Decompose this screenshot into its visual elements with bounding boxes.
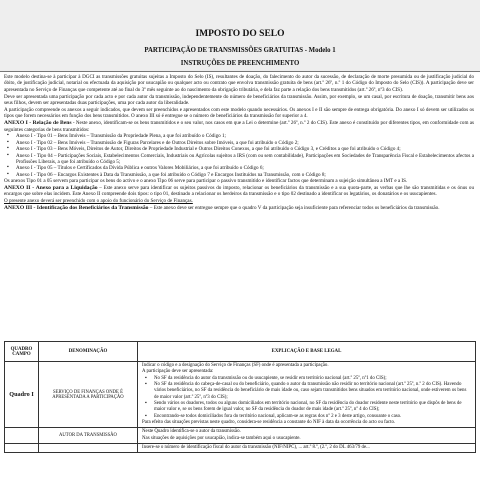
- anexo1-text: - Neste anexo, identificam-se os bens transmitidos e o seu valor, nos casos em que a Lei o determine (art.º 26º, n.º 2 do CIS). Este anexo é constituído por diferentes tipos, em conformidade com as seguintes categorias de bens transmitidos:: [4, 120, 475, 133]
- cell-text: Para efeito das situações previstas neste quadro, considera-se residência a constante do NIF à data da ocorrência do acto ou facto.: [142, 420, 396, 426]
- table-row: [5, 362, 476, 428]
- column-header: EXPLICAÇÃO E BASE LEGAL: [138, 342, 476, 362]
- anexo3-paragraph: [4, 205, 474, 211]
- quadro-cell: [5, 428, 39, 444]
- list-item: ▪ Anexo I - Tipo 05 – Títulos e Certificados da Dívida Pública e outros Valores Mobiliários, a que foi atribuído o Código 6;: [16, 165, 474, 171]
- table-header-row: [5, 342, 476, 362]
- denominacao-cell: AUTOR DA TRANSMISSÃO: [39, 428, 138, 444]
- anexo2-note: O presente anexo deverá ser preenchido com o apoio do funcionário do Serviço de Finanças.: [4, 198, 193, 205]
- anexo3-heading: ANEXO III - Identificação dos Beneficiários da Transmissão: [4, 205, 149, 212]
- quadro-cell: [5, 444, 39, 453]
- list-item: ▪ Anexo I - Tipo 04 – Participações Sociais, Estabelecimentos Comerciais, Industriais ou Agrícolas sujeitos a IRS (com ou sem contabilidade), Participações em Sociedades de Transparência Fiscal e Estabelecimentos afectos a Profissões Liberais, a que foi atribuído o Código 5;: [16, 153, 474, 166]
- list-item: ▪ Anexo I - Tipo 06 – Encargos Existentes à Data da Transmissão, a que foi atribuído o Código 7 e Encargos Instituídos na Transmissão, com o Código 8;: [16, 172, 474, 178]
- cell-text: A participação deve ser apresentada:: [142, 369, 214, 375]
- document-title: IMPOSTO DO SELO: [195, 29, 285, 39]
- document-header: [0, 0, 480, 72]
- list-item: ▪ No SF da residência do cabeça-de-casal ou do beneficiário, quando o autor da transmissão não residir no território nacional (art.º 25º, n.º 2 do CIS). Havendo vários beneficiários, no SF da residência do beneficiário de mais idade ou, caso sejam transmitidos bens situados em território nacional, onde estiverem os bens de maior valor (art.º 25º, nº3 do CIS);: [154, 382, 471, 401]
- quadro-cell: Quadro I: [5, 362, 39, 428]
- document-subtitle: PARTICIPAÇÃO DE TRANSMISSÕES GRATUITAS - Modelo 1: [144, 47, 336, 54]
- intro-paragraph: A participação compreende os anexos a seguir indicados, que devem ser preenchidos e apresentados com este modelo quando necessários. Os anexos I e II são sempre de entrega obrigatória. Do anexo I só devem ser utilizados os tipos que forem necessários em função dos bens transmitidos. O anexo III só é entregue se o número de beneficiários da transmissão for superior a 4.: [4, 106, 474, 120]
- denominacao-cell: [39, 444, 138, 453]
- list-item: ▪ No SF da residência do autor da transmissão ou do usucapiente, se residir em território nacional (art.º 25º, nº1 do CIS);: [154, 376, 471, 382]
- explicacao-cell: [138, 428, 476, 444]
- cell-text: Indicar o código e a designação do Serviço de Finanças (SF) onde é apresentada a participação.: [142, 363, 329, 368]
- list-item: ▪ Anexo I - Tipo 01 – Bens Imóveis – Transmissão da Propriedade Plena, a que foi atribuído o Código 1;: [16, 133, 474, 139]
- anexo2-heading: ANEXO II - Anexo para a Liquidação: [4, 184, 98, 191]
- instructions-body: [0, 72, 480, 211]
- intro-paragraph: Este modelo destina-se à participar à DGCI as transmissões gratuitas sujeitas a Imposto do Selo (IS), resultantes de doação, do falecimento do autor da sucessão, de declaração de morte presumida ou de justificação judicial do óbito, de justificação judicial, notarial ou efectuada da aquisição por usucapião ou qualquer acto ou contrato que envolva transmissão gratuita de bens (art.º 26º, n.º 1 do Código do Imposto do Selo (CIS)). A participação deve ser apresentada no Serviço de Finanças que competente até ao final do 3º mês seguinte ao do nascimento da obrigação tributária, e dela faz parte a relação dos bens transmitidos (art.º 26º, nº3 do CIS).: [4, 74, 474, 93]
- column-header: QUADRO CAMPO: [5, 342, 39, 362]
- anexo1-paragraph: [4, 120, 474, 133]
- anexo2-text: – Este anexo serve para identificar os sujeitos passivos do imposto, relacionar os beneficiários da transmissão e a sua quota-parte, as verbas que lhe são transmitidas e os ónus ou encargos que sobre elas incidem. Este Anexo II compreende dois tipos: o tipo 01, destinado a relacionar os herdeiros da transmissão e o tipo 02 destinado a identificar os legatários, os donatários e os usucapientes.: [4, 184, 474, 198]
- explicacao-cell: [138, 362, 476, 428]
- list-item: ▪ Anexo I - Tipo 02 – Bens Imóveis – Transmissão de Figuras Parcelares e de Outros Direitos sobre Imóveis, a que foi atribuído o Código 2;: [16, 140, 474, 146]
- table-row: [5, 444, 476, 453]
- cell-text: Insere-se o número de identificação fiscal do autor da transmissão (NIF/NIPC), ... art.º 8.º, (2.º, 2 do DL 463/79 de...: [142, 445, 370, 451]
- anexo1-list: [4, 133, 474, 177]
- anexo3-text: – Este anexo deve ser entregue sempre que o quadro V da participação seja insuficiente para referenciar todos os beneficiários da transmissão.: [148, 205, 440, 212]
- list-item: ▪ Sendo vários os doadores, todos ou alguns domiciliados em território nacional, no SF da residência do doador residente neste território que dispôs de bens de maior valor e, se os bens forem de igual valor, no SF da residência do doador de mais idade (art.º 25º, nº 4 do CIS);: [154, 401, 471, 414]
- intro-paragraph: Deve ser apresentada uma participação por cada acto e por cada autor da transmissão, independentemente do número de beneficiários da transmissão. Assim, por exemplo, se um casal, por escritura de doação, transmitir bens aos seus filhos, devem ser apresentadas duas participações, uma por cada autor da liberalidade.: [4, 93, 474, 106]
- anexo1-heading: ANEXO I - Relação de Bens: [4, 120, 72, 127]
- table-row: [5, 428, 476, 444]
- anexo2-paragraph: [4, 185, 474, 198]
- denominacao-cell: SERVIÇO DE FINANÇAS ONDE É APRESENTADA A PARTICIPAÇÃO: [39, 362, 138, 428]
- column-header: DENOMINAÇÃO: [39, 342, 138, 362]
- cell-list: [142, 376, 471, 420]
- list-item: ▪ Anexo I - Tipo 03 – Bens Móveis, Direitos de Autor, Direitos de Propriedade Industrial e Outros Direitos Conexos, a que foi atribuído o Código 3, e Créditos a que foi atribuído o Código 4;: [16, 146, 474, 152]
- cell-text: Nas situações de aquisições por usucapião, indica-se também aqui o usucapiente.: [142, 435, 301, 441]
- anexo1-after: Os anexos Tipo 01 a 05 servem para participar os bens do activo e o anexo Tipo 06 serve para participar o passivo transmitido e identificar factos que determinam a sujeição simultânea a IMT e a IS.: [4, 177, 408, 184]
- section-heading: INSTRUÇÕES DE PREENCHIMENTO: [180, 60, 300, 67]
- instructions-table: [4, 341, 476, 453]
- explicacao-cell: [138, 444, 476, 453]
- cell-text: Neste Quadro identifica-se o autor da transmissão.: [142, 429, 241, 435]
- list-item: ▪ Encontrando-se todos domiciliados fora do território nacional, aplicam-se as regras dos nº 2 e 3 deste artigo, consoante o caso.: [154, 414, 471, 420]
